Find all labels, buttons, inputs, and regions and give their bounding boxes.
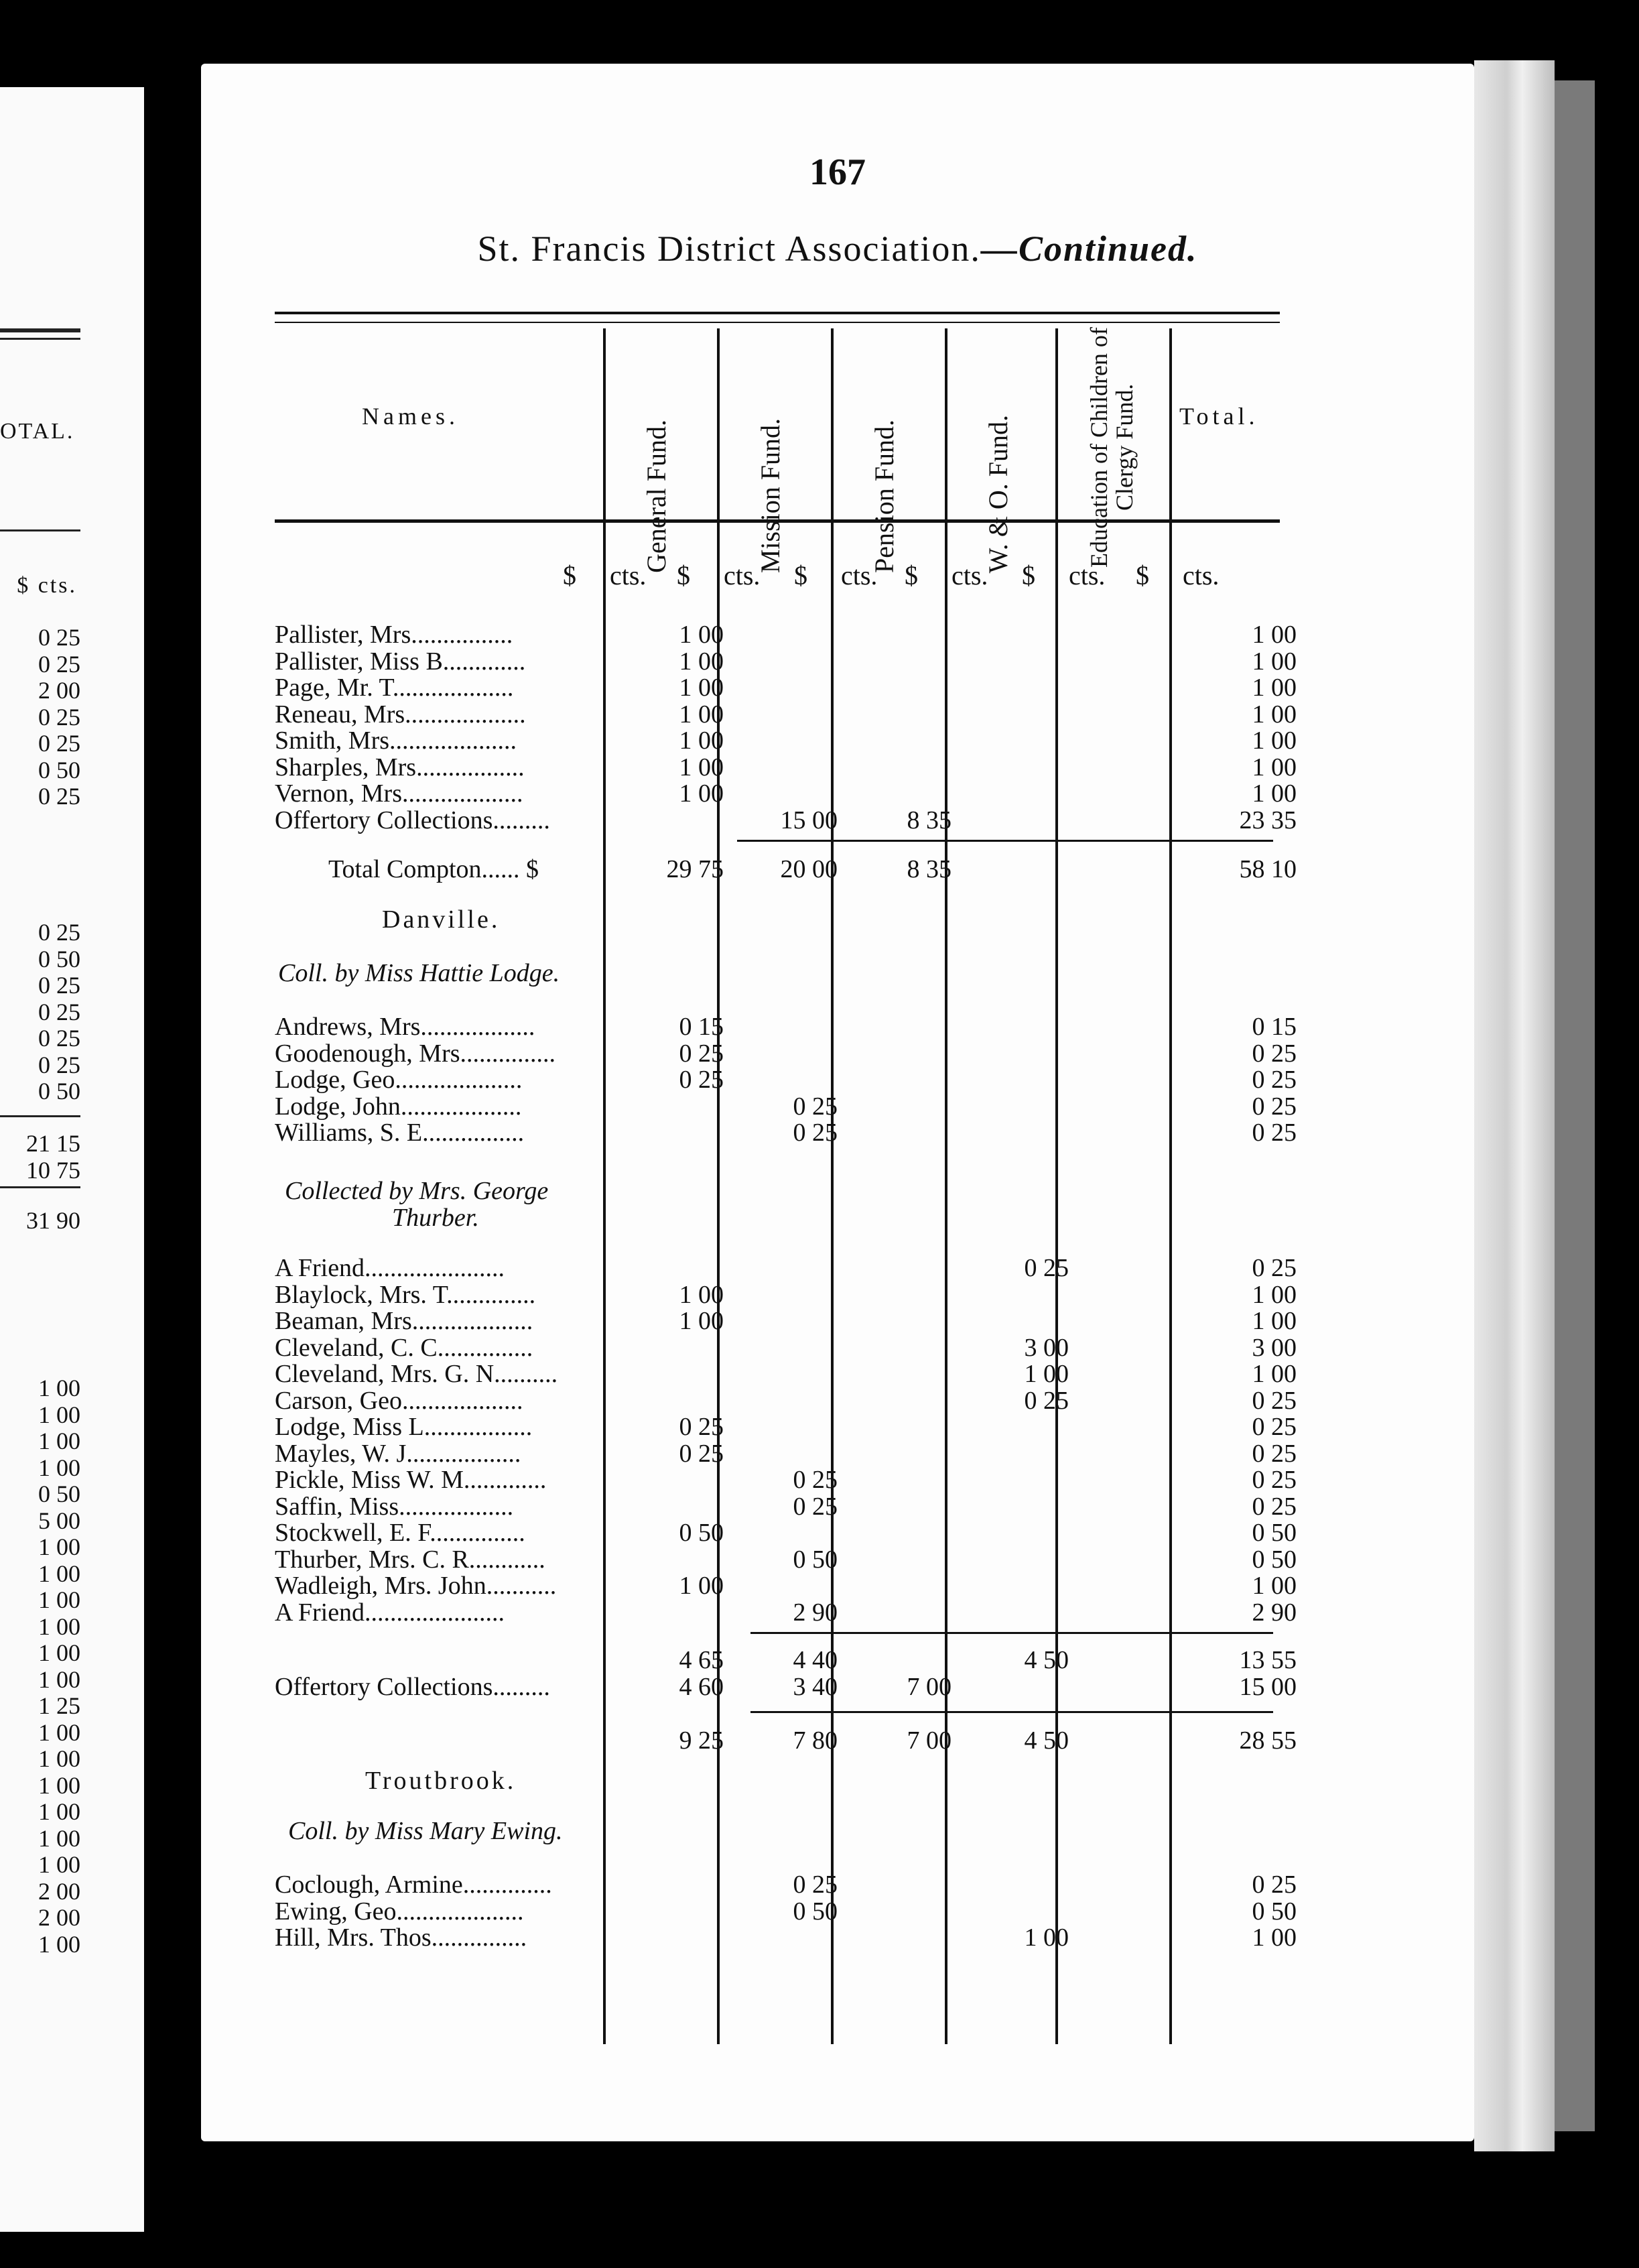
cell-total: 58 10 — [1239, 855, 1297, 883]
cell-general: 1 00 — [679, 647, 724, 676]
names-header: Names. — [362, 403, 459, 430]
currency-label — [1022, 560, 1105, 591]
column-rule — [717, 328, 720, 2044]
cell-general: 29 75 — [666, 855, 724, 883]
book-page — [201, 64, 1474, 2141]
cell-total: 1 00 — [1252, 647, 1297, 676]
table-row — [275, 700, 1414, 727]
cell-pension: 8 35 — [907, 806, 952, 834]
cents-label: cts. — [717, 560, 761, 590]
row-name: Williams, S. E................ — [275, 1119, 525, 1147]
cell-total: 0 25 — [1252, 1413, 1297, 1441]
table-row — [275, 1598, 1414, 1625]
page-title — [201, 228, 1474, 269]
row-name: Hill, Mrs. Thos............... — [275, 1924, 527, 1952]
row-name: Beaman, Mrs................... — [275, 1307, 533, 1335]
cell-general: 0 15 — [679, 1013, 724, 1041]
table-row — [275, 1092, 1414, 1119]
left-page-value: 1 00 — [38, 1454, 80, 1481]
row-name: Offertory Collections......... — [275, 1673, 550, 1701]
cell-total: 13 55 — [1239, 1646, 1297, 1674]
row-name: Cleveland, Mrs. G. N.......... — [275, 1360, 558, 1388]
cell-general: 0 25 — [679, 1413, 724, 1441]
cell-total: 1 00 — [1252, 1572, 1297, 1600]
cell-total: 1 00 — [1252, 1307, 1297, 1335]
cell-total: 0 50 — [1252, 1545, 1297, 1574]
wo-fund-header: W. & O. Fund. — [983, 414, 1013, 573]
dollar-sign: $ — [563, 560, 576, 590]
left-page-header: OTAL. — [0, 419, 75, 444]
left-page-value: 0 50 — [38, 1078, 80, 1105]
row-name: Smith, Mrs.................... — [275, 727, 517, 755]
table-row — [275, 1465, 1414, 1492]
row-name: Coclough, Armine.............. — [275, 1871, 552, 1899]
column-rule — [945, 328, 947, 2044]
table-row — [275, 1870, 1414, 1897]
subtotal-rule — [750, 1632, 1273, 1634]
left-page-value: 1 00 — [38, 1824, 80, 1852]
left-page-value: 0 50 — [38, 1480, 80, 1507]
left-page-value: 21 15 — [26, 1130, 80, 1157]
mission-fund-header: Mission Fund. — [755, 418, 785, 573]
table-row — [275, 753, 1414, 779]
left-page-rule — [0, 529, 80, 531]
cell-total: 0 25 — [1252, 1119, 1297, 1147]
row-name: Pallister, Miss B............. — [275, 647, 526, 676]
cell-total: 15 00 — [1239, 1673, 1297, 1701]
table-row — [275, 1518, 1414, 1545]
table-row — [275, 1897, 1414, 1924]
left-page-value: 1 00 — [38, 1560, 80, 1587]
dollar-sign: $ — [1022, 560, 1035, 590]
cell-general: 1 00 — [679, 727, 724, 755]
cell-total: 28 55 — [1239, 1726, 1297, 1755]
left-page-cents-label: $ cts. — [17, 573, 77, 598]
left-page-value: 0 25 — [38, 650, 80, 678]
pension-fund-header: Pension Fund. — [869, 420, 899, 573]
cell-total: 23 35 — [1239, 806, 1297, 834]
cents-label: cts. — [1176, 560, 1220, 590]
table-row — [275, 1386, 1414, 1413]
row-name: Lodge, Geo.................... — [275, 1066, 523, 1094]
cell-total: 0 50 — [1252, 1519, 1297, 1547]
cell-total: 1 00 — [1252, 1280, 1297, 1309]
left-page-value: 1 00 — [38, 1930, 80, 1958]
table-row — [275, 1645, 1414, 1672]
cell-general: 0 25 — [679, 1439, 724, 1468]
left-page-values — [0, 1374, 80, 1956]
table-row — [275, 1672, 1414, 1699]
subtotal-rule — [750, 1711, 1273, 1713]
row-name: A Friend...................... — [275, 1598, 505, 1627]
cell-mission: 0 25 — [793, 1092, 838, 1121]
table-row — [275, 1571, 1414, 1598]
cents-label: cts. — [1062, 560, 1106, 590]
cell-wo: 3 00 — [1024, 1333, 1069, 1362]
left-page-value: 0 25 — [38, 919, 80, 946]
cell-general: 1 00 — [679, 1307, 724, 1335]
table-row — [275, 1065, 1414, 1092]
header-rule — [275, 312, 1280, 314]
column-rule — [1055, 328, 1058, 2044]
cell-total: 0 25 — [1252, 1254, 1297, 1282]
left-page-value: 1 00 — [38, 1745, 80, 1772]
left-page-value: 1 00 — [38, 1798, 80, 1825]
row-name: Lodge, Miss L................. — [275, 1413, 533, 1441]
row-name: Thurber, Mrs. C. R............ — [275, 1545, 545, 1574]
page-edge — [1474, 60, 1555, 2151]
collector-line: Thurber. — [392, 1204, 479, 1232]
page-number: 167 — [809, 151, 866, 193]
cents-label: cts. — [834, 560, 878, 590]
table-row — [275, 620, 1414, 647]
general-fund-header: General Fund. — [641, 420, 671, 573]
left-page-rule — [0, 1186, 80, 1188]
currency-label — [794, 560, 877, 591]
cell-total: 3 00 — [1252, 1333, 1297, 1362]
row-name: Cleveland, C. C............... — [275, 1333, 533, 1362]
cents-label: cts. — [945, 560, 988, 590]
left-page-value: 1 00 — [38, 1851, 80, 1878]
currency-label — [1136, 560, 1219, 591]
left-page-value: 1 00 — [38, 1613, 80, 1640]
row-name: Stockwell, E. F............... — [275, 1519, 525, 1547]
table-row — [275, 1253, 1414, 1280]
header-bottom-rule — [275, 519, 1280, 523]
cell-mission: 0 25 — [793, 1871, 838, 1899]
cell-general: 1 00 — [679, 621, 724, 649]
dollar-sign: $ — [905, 560, 918, 590]
education-fund-header: Education of Children of Clergy Fund. — [1086, 327, 1138, 568]
left-page-value: 0 25 — [38, 972, 80, 999]
row-name: Lodge, John................... — [275, 1092, 522, 1121]
cell-total: 0 15 — [1252, 1013, 1297, 1041]
left-page-value: 0 50 — [38, 756, 80, 783]
cell-general: 1 00 — [679, 1572, 724, 1600]
cell-total: 1 00 — [1252, 1360, 1297, 1388]
column-rule — [603, 328, 606, 2044]
left-page-rule — [0, 328, 80, 332]
cell-general: 1 00 — [679, 1280, 724, 1309]
cell-total: 0 25 — [1252, 1871, 1297, 1899]
cell-total: 0 25 — [1252, 1039, 1297, 1068]
title-continued: —Continued. — [980, 229, 1198, 269]
book-edge — [1555, 80, 1595, 2131]
cell-general: 1 00 — [679, 779, 724, 808]
left-page-value: 1 00 — [38, 1665, 80, 1693]
cell-general: 9 25 — [679, 1726, 724, 1755]
table-row — [275, 779, 1414, 806]
left-page-rule — [0, 338, 80, 340]
table-row — [275, 1545, 1414, 1572]
cell-mission: 20 00 — [780, 855, 838, 883]
table-row — [275, 1439, 1414, 1466]
row-name: Ewing, Geo.................... — [275, 1897, 524, 1926]
total-header: Total. — [1179, 403, 1259, 430]
left-page-value: 0 25 — [38, 1051, 80, 1078]
table-row — [275, 1039, 1414, 1066]
table-row — [275, 1012, 1414, 1039]
dollar-sign: $ — [794, 560, 807, 590]
left-page-value: 0 25 — [38, 783, 80, 810]
left-page-value: 1 00 — [38, 1533, 80, 1560]
collector-line: Collected by Mrs. George — [285, 1177, 549, 1205]
cell-pension: 7 00 — [907, 1673, 952, 1701]
table-row — [275, 806, 1414, 832]
left-page-value: 1 25 — [38, 1692, 80, 1719]
left-page-value: 1 00 — [38, 1401, 80, 1428]
cell-general: 0 50 — [679, 1519, 724, 1547]
left-page-value: 1 00 — [38, 1639, 80, 1666]
row-name: Total Compton...... $ — [328, 855, 539, 883]
cell-general: 1 00 — [679, 753, 724, 781]
cell-wo: 0 25 — [1024, 1386, 1069, 1415]
cell-total: 0 25 — [1252, 1092, 1297, 1121]
cell-total: 1 00 — [1252, 674, 1297, 702]
left-page-value: 2 00 — [38, 1877, 80, 1905]
cell-mission: 15 00 — [780, 806, 838, 834]
cell-general: 4 65 — [679, 1646, 724, 1674]
table-row — [275, 1923, 1414, 1950]
cell-general: 1 00 — [679, 674, 724, 702]
row-name: A Friend...................... — [275, 1254, 505, 1282]
row-name: Mayles, W. J.................. — [275, 1439, 521, 1468]
table-row — [275, 1280, 1414, 1307]
left-page-value: 0 25 — [38, 624, 80, 651]
cell-mission: 0 25 — [793, 1466, 838, 1494]
row-name: Andrews, Mrs.................. — [275, 1013, 535, 1041]
cell-mission: 3 40 — [793, 1673, 838, 1701]
left-page-value: 2 00 — [38, 1904, 80, 1931]
cell-total: 1 00 — [1252, 779, 1297, 808]
cell-general: 0 25 — [679, 1066, 724, 1094]
cell-total: 1 00 — [1252, 700, 1297, 729]
cell-total: 0 25 — [1252, 1439, 1297, 1468]
left-page-values: 31 90 — [26, 1207, 80, 1234]
left-facing-page — [0, 87, 144, 2232]
cell-mission: 0 25 — [793, 1492, 838, 1521]
row-name: Offertory Collections......... — [275, 806, 550, 834]
cell-mission: 2 90 — [793, 1598, 838, 1627]
subtotal-rule — [737, 840, 1273, 842]
row-name: Pickle, Miss W. M............. — [275, 1466, 547, 1494]
left-page-value: 0 50 — [38, 945, 80, 972]
left-page-value: 0 25 — [38, 703, 80, 731]
row-name: Page, Mr. T................... — [275, 674, 514, 702]
collector-line: Coll. by Miss Mary Ewing. — [288, 1817, 563, 1845]
row-name: Reneau, Mrs................... — [275, 700, 526, 729]
cell-pension: 8 35 — [907, 855, 952, 883]
row-name: Pallister, Mrs................ — [275, 621, 513, 649]
row-name: Goodenough, Mrs............... — [275, 1039, 556, 1068]
cell-wo: 4 50 — [1024, 1646, 1069, 1674]
table-row — [275, 1726, 1414, 1753]
cell-general: 4 60 — [679, 1673, 724, 1701]
cell-total: 2 90 — [1252, 1598, 1297, 1627]
table-row — [275, 1118, 1414, 1145]
title-main: St. Francis District Association. — [477, 229, 981, 269]
cell-total: 0 25 — [1252, 1466, 1297, 1494]
cell-total: 0 25 — [1252, 1066, 1297, 1094]
cell-wo: 0 25 — [1024, 1254, 1069, 1282]
left-page-values — [0, 623, 80, 809]
cell-total: 1 00 — [1252, 753, 1297, 781]
table-row — [275, 1359, 1414, 1386]
table-row — [275, 1412, 1414, 1439]
cell-total: 0 25 — [1252, 1386, 1297, 1415]
table-row — [275, 1492, 1414, 1519]
left-page-value: 10 75 — [26, 1156, 80, 1184]
cell-total: 0 50 — [1252, 1897, 1297, 1926]
column-rule — [1169, 328, 1172, 2044]
table-row — [275, 1333, 1414, 1360]
left-page-values — [0, 1129, 80, 1182]
left-page-value: 1 00 — [38, 1428, 80, 1454]
row-name: Vernon, Mrs................... — [275, 779, 523, 808]
cell-general: 1 00 — [679, 700, 724, 729]
cell-mission: 0 50 — [793, 1545, 838, 1574]
left-page-value: 1 00 — [38, 1718, 80, 1746]
row-name: Sharples, Mrs................. — [275, 753, 525, 781]
left-page-value: 0 25 — [38, 1025, 80, 1052]
dollar-sign: $ — [1136, 560, 1149, 590]
table-row — [275, 855, 1414, 881]
cell-wo: 4 50 — [1024, 1726, 1069, 1755]
left-page-value: 5 00 — [38, 1507, 80, 1534]
cell-wo: 1 00 — [1024, 1924, 1069, 1952]
left-page-value: 1 00 — [38, 1375, 80, 1401]
row-name: Wadleigh, Mrs. John........... — [275, 1572, 557, 1600]
cents-label: cts. — [603, 560, 647, 590]
cell-mission: 0 25 — [793, 1119, 838, 1147]
left-page-value: 1 00 — [38, 1586, 80, 1613]
cell-mission: 7 80 — [793, 1726, 838, 1755]
section-heading-danville: Danville. — [382, 905, 501, 934]
column-rule — [831, 328, 834, 2044]
cell-total: 1 00 — [1252, 1924, 1297, 1952]
cell-pension: 7 00 — [907, 1726, 952, 1755]
left-page-values — [0, 918, 80, 1104]
left-page-rule — [0, 1115, 80, 1117]
dollar-sign: $ — [677, 560, 690, 590]
left-page-value: 0 25 — [38, 998, 80, 1025]
collector-line: Coll. by Miss Hattie Lodge. — [278, 959, 560, 987]
left-page-value: 2 00 — [38, 677, 80, 704]
table-row — [275, 726, 1414, 753]
left-page-value: 1 00 — [38, 1771, 80, 1799]
row-name: Saffin, Miss.................. — [275, 1492, 514, 1521]
cell-mission: 4 40 — [793, 1646, 838, 1674]
cell-wo: 1 00 — [1024, 1360, 1069, 1388]
section-heading-troutbrook: Troutbrook. — [365, 1767, 517, 1795]
cell-total: 1 00 — [1252, 727, 1297, 755]
left-page-value: 0 25 — [38, 730, 80, 757]
table-row — [275, 673, 1414, 700]
table-row — [275, 647, 1414, 674]
cell-total: 1 00 — [1252, 621, 1297, 649]
cell-general: 0 25 — [679, 1039, 724, 1068]
cell-total: 0 25 — [1252, 1492, 1297, 1521]
row-name: Blaylock, Mrs. T.............. — [275, 1280, 536, 1309]
table-row — [275, 1306, 1414, 1333]
row-name: Carson, Geo................... — [275, 1386, 523, 1415]
cell-mission: 0 50 — [793, 1897, 838, 1926]
